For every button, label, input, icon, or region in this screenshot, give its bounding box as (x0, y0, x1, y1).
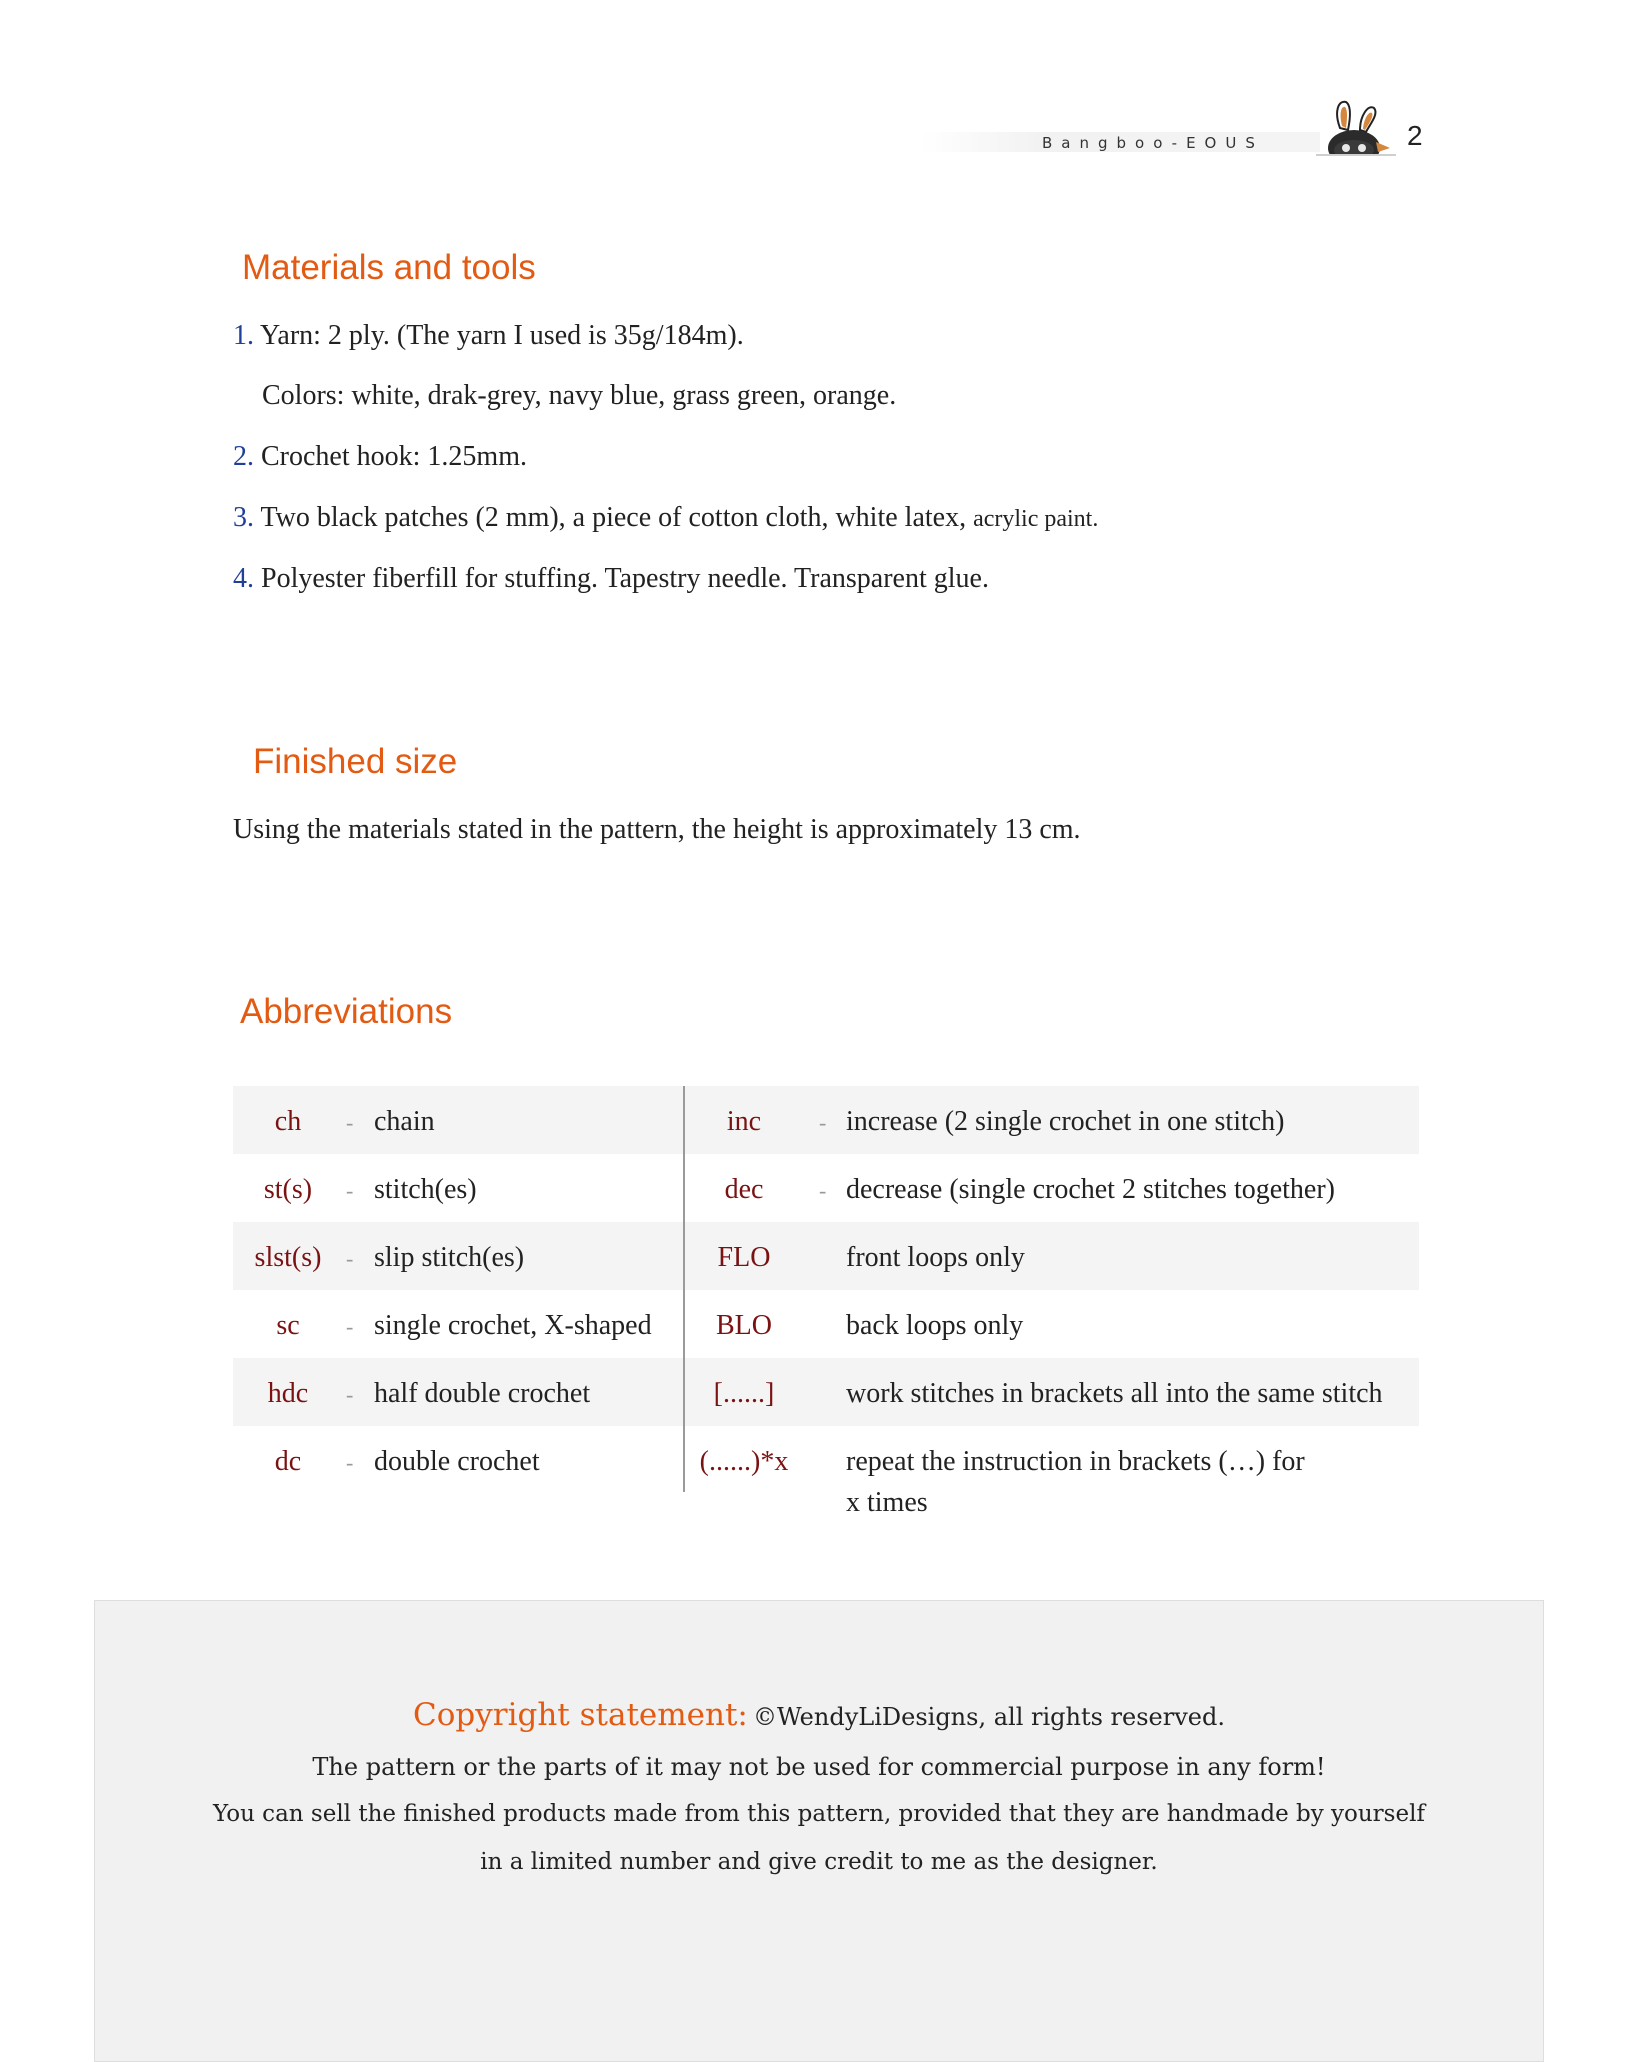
abbr-term: [......] (713, 1378, 775, 1409)
abbr-term: ch (274, 1106, 302, 1137)
abbr-term: FLO (717, 1242, 771, 1273)
dash: - (346, 1110, 354, 1135)
abbr-meaning: decrease (single crochet 2 stitches together) (846, 1174, 1336, 1205)
abbreviations-heading: Abbreviations (240, 992, 453, 1031)
copyright-line-2: You can sell the finished products made from this pattern, provided that they are handmade by yourself (213, 1801, 1425, 1827)
item-number: 2. (233, 441, 254, 472)
copyright-box (94, 1600, 1544, 2062)
copyright-line-3: in a limited number and give credit to me as the designer. (480, 1849, 1158, 1875)
dash: - (346, 1178, 354, 1203)
page-number: 2 (1407, 120, 1423, 151)
copyright-owner: ©WendyLiDesigns, all rights reserved. (752, 1703, 1225, 1731)
item-number: 1. (233, 320, 254, 351)
abbr-meaning: repeat the instruction in brackets (…) for (846, 1446, 1305, 1477)
bunny-mascot-icon (1316, 98, 1396, 156)
table-row (233, 1222, 1419, 1290)
finished-size-text: Using the materials stated in the pattern, the height is approximately 13 cm. (233, 814, 1081, 845)
material-item-4 (233, 563, 989, 595)
abbr-term: dec (724, 1174, 764, 1205)
item-text-small: acrylic paint. (973, 506, 1099, 532)
table-row (233, 1358, 1419, 1426)
abbr-meaning: back loops only (846, 1310, 1024, 1341)
abbr-meaning: stitch(es) (374, 1174, 477, 1205)
materials-heading: Materials and tools (242, 248, 536, 287)
item-text: Polyester fiberfill for stuffing. Tapestry needle. Transparent glue. (261, 563, 989, 594)
table-row (233, 1290, 1419, 1358)
abbr-meaning: double crochet (374, 1446, 540, 1477)
abbr-term: dc (274, 1446, 302, 1477)
item-text: Yarn: 2 ply. (The yarn I used is 35g/184m). (259, 320, 744, 351)
item-number: 3. (233, 502, 254, 533)
abbr-term: st(s) (263, 1174, 313, 1205)
item-text: Colors: white, drak-grey, navy blue, grass green, orange. (262, 380, 897, 411)
copyright-title-line (95, 1697, 1543, 1733)
table-row (233, 1154, 1419, 1222)
material-item-1 (233, 320, 744, 352)
item-text: Crochet hook: 1.25mm. (261, 441, 527, 472)
abbr-term: BLO (716, 1310, 772, 1341)
dash: - (346, 1382, 354, 1407)
dash: - (819, 1178, 827, 1203)
copyright-line-1: The pattern or the parts of it may not be used for commercial purpose in any form! (312, 1753, 1326, 1781)
abbr-meaning-continued: x times (846, 1487, 928, 1518)
item-number: 4. (233, 563, 254, 594)
abbr-meaning: half double crochet (374, 1378, 591, 1409)
abbr-term: sc (276, 1310, 300, 1341)
abbr-term: inc (726, 1106, 762, 1137)
abbr-meaning: increase (2 single crochet in one stitch) (846, 1106, 1285, 1137)
abbr-meaning: chain (374, 1106, 435, 1137)
material-item-2 (233, 441, 527, 473)
abbr-meaning: slip stitch(es) (374, 1242, 525, 1273)
abbr-meaning: work stitches in brackets all into the same stitch (846, 1378, 1383, 1409)
finished-size-heading: Finished size (253, 742, 458, 781)
dash: - (346, 1246, 354, 1271)
table-row (233, 1086, 1419, 1154)
item-text: Two black patches (2 mm), a piece of cotton cloth, white latex, (260, 502, 974, 533)
abbr-meaning: front loops only (846, 1242, 1025, 1273)
dash: - (819, 1110, 827, 1135)
brand-name: Bangboo-EOUS (1042, 134, 1264, 152)
table-divider (683, 1086, 685, 1492)
dash: - (346, 1450, 354, 1475)
copyright-title: Copyright statement: (413, 1697, 748, 1733)
abbr-term: slst(s) (254, 1242, 322, 1273)
material-item-3 (233, 502, 1098, 534)
abbr-term: (......)*x (699, 1446, 789, 1477)
abbr-meaning: single crochet, X-shaped (374, 1310, 652, 1341)
table-row (233, 1426, 1419, 1526)
dash: - (346, 1314, 354, 1339)
material-item-colors (262, 380, 896, 412)
abbr-term: hdc (267, 1378, 309, 1409)
